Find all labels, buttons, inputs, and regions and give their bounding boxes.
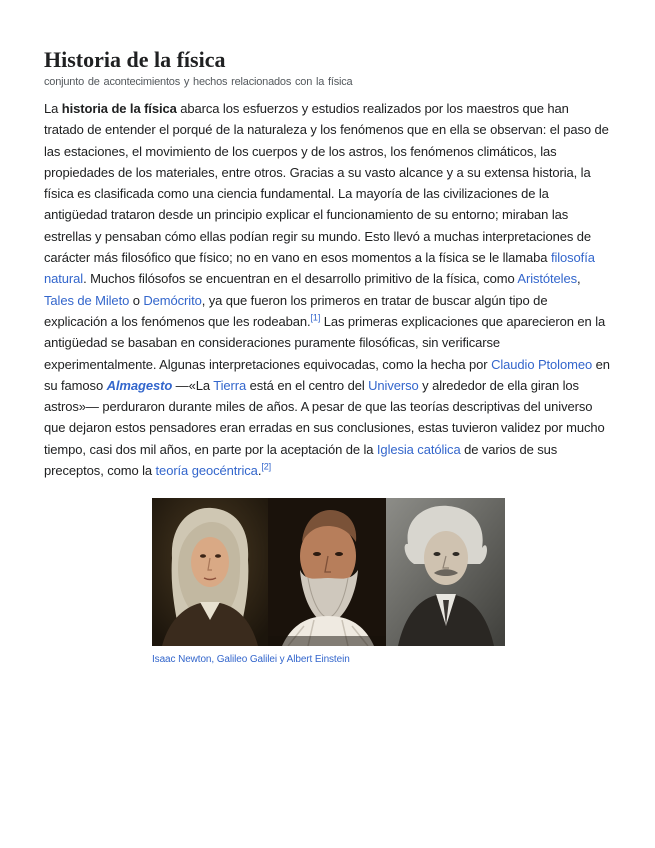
page-title: Historia de la física bbox=[44, 47, 226, 72]
link-tierra[interactable]: Tierra bbox=[213, 377, 247, 393]
reference-2-link[interactable]: [2] bbox=[261, 461, 272, 472]
figure-caption bbox=[152, 654, 505, 665]
link-filosofia-natural[interactable]: filosofía natural bbox=[44, 250, 595, 287]
newton-portrait[interactable] bbox=[152, 498, 268, 646]
text-run: La bbox=[44, 101, 62, 116]
caption-link-newton[interactable]: Isaac Newton bbox=[152, 654, 212, 665]
reference-1-link[interactable]: [1] bbox=[310, 312, 321, 323]
intro-paragraph bbox=[44, 98, 612, 481]
text-run: o bbox=[129, 292, 144, 308]
link-universo[interactable]: Universo bbox=[368, 377, 419, 393]
text-run: está en el centro del bbox=[246, 377, 369, 393]
text-run: . Muchos filósofos se encuentran en el desarrollo primitivo de la física, como bbox=[83, 271, 518, 287]
text-run: abarca los esfuerzos y estudios realizados por los maestros que han tratado de entender el porqué de la naturaleza y los fenómenos que en ella se observan: el paso de las estaciones, el movimiento de los cuerpos y de los astros, los fenómenos climáticos, las propiedades de los materiales, entre otros. Gracias a su vasto alcance y a su extensa historia, la física es clasificada como una ciencia fundamental. La mayoría de las civilizaciones de la antigüedad trataron desde un principio explicar el funcionamiento de su entorno; miraban las estrellas y pensaban cómo ellas podían regir su mundo. Esto llevó a muchas interpretaciones de carácter más filosófico que físico; no en vano en esos momentos a la física se le llamaba bbox=[44, 101, 609, 266]
portraits-image-strip[interactable] bbox=[152, 498, 505, 646]
text-run: —«La bbox=[172, 377, 214, 393]
link-teoria-geocentrica[interactable]: teoría geocéntrica bbox=[155, 463, 258, 479]
text-run: en su famoso bbox=[44, 356, 610, 393]
link-almagesto[interactable]: Almagesto bbox=[106, 377, 173, 393]
portraits-figure bbox=[152, 498, 505, 665]
text-run: y alrededor de ella giran los astros»— perduraron durante miles de años. A pesar de que las teorías descriptivas del universo que dejaron estos pensadores eran erradas en sus conclusiones, estas tuvieron validez por mucho tiempo, casi dos mil años, en parte por la aceptación de la bbox=[44, 377, 605, 457]
page-subtitle: conjunto de acontecimientos y hechos relacionados con la física bbox=[44, 76, 353, 88]
article-content bbox=[44, 46, 612, 481]
caption-link-galileo[interactable]: Galileo Galilei bbox=[216, 654, 277, 665]
bold-term: historia de la física bbox=[61, 101, 177, 116]
link-tales-de-mileto[interactable]: Tales de Mileto bbox=[44, 292, 130, 308]
link-aristoteles[interactable]: Aristóteles bbox=[517, 271, 577, 287]
galileo-portrait[interactable] bbox=[268, 498, 386, 646]
link-iglesia-catolica[interactable]: Iglesia católica bbox=[376, 441, 461, 457]
caption-separator: , bbox=[211, 654, 217, 665]
text-run: Las primeras explicaciones que aparecieron en la antigüedad se basaban en consideraciones puramente filosóficas, sin verificarse experimentalmente. Algunas interpretaciones equivocadas, como la hecha por bbox=[44, 313, 606, 372]
einstein-portrait[interactable] bbox=[386, 498, 505, 646]
reference-1[interactable] bbox=[311, 313, 321, 323]
reference-2[interactable] bbox=[261, 462, 271, 472]
text-run: . bbox=[257, 463, 262, 479]
text-run: de varios de sus preceptos, como la bbox=[44, 441, 558, 479]
caption-link-einstein[interactable]: Albert Einstein bbox=[286, 654, 350, 665]
caption-separator: y bbox=[276, 654, 287, 665]
text-run: , ya que fueron los primeros en tratar de buscar algún tipo de explicación a los fenómenos que les rodeaban. bbox=[44, 292, 548, 329]
link-claudio-ptolomeo[interactable]: Claudio Ptolomeo bbox=[491, 356, 593, 372]
text-run: , bbox=[576, 271, 581, 287]
link-democrito[interactable]: Demócrito bbox=[143, 292, 202, 308]
